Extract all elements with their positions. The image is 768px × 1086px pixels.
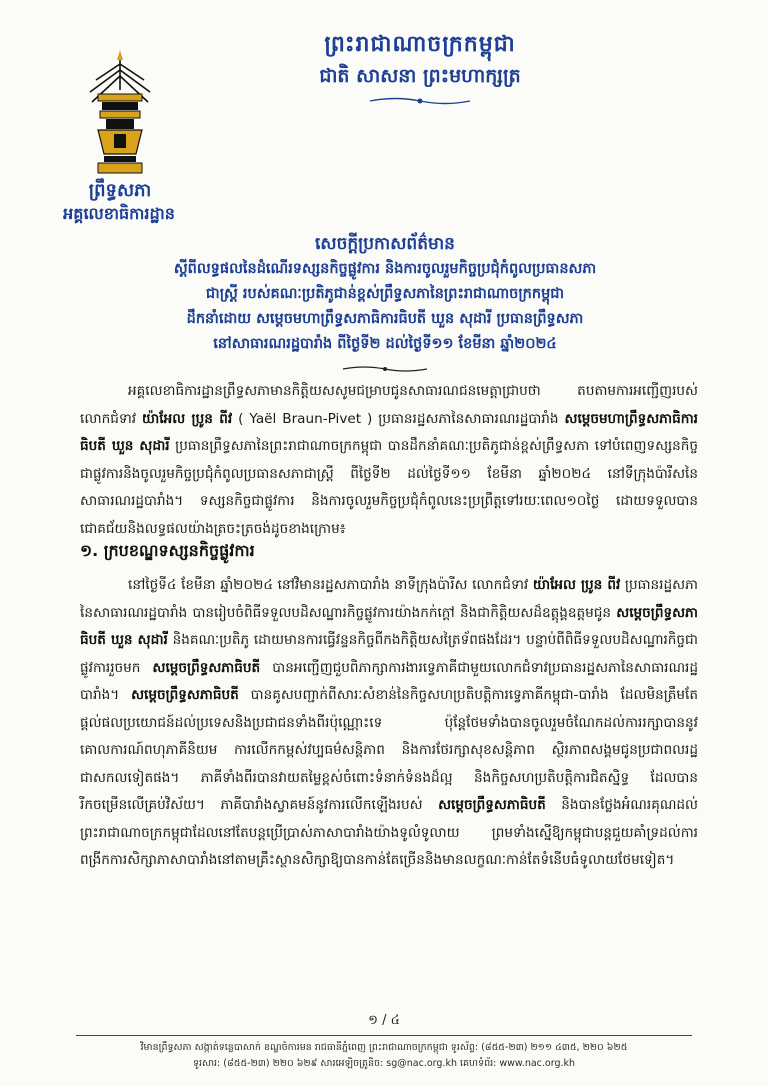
section-1-text-3: និងគណៈប្រតិភូ ដោយមានការធ្វើវន្ទនកិច្ចពីកងកិត្តិយសត្រៃទ័ពផងដែរ។ បន្ទាប់ពីពិធីទទួលបដិសណ្ឋារកិច្ចជាផ្លូវការរួចមក [80, 632, 698, 676]
kingdom-title: ព្រះរាជាណាចក្រកម្ពុជា [324, 32, 516, 57]
title-line-4: នៅសាធារណរដ្ឋបារាំង ពីថ្ងៃទី២ ដល់ថ្ងៃទី១១ ខែមីនា ឆ្នាំ២០២៤ [213, 336, 557, 352]
footer-divider [76, 1035, 692, 1036]
section-1-text-6: និងបានថ្លែងអំណរគុណដល់ព្រះរាជាណាចក្រកម្ពុជាដែលនៅតែបន្តប្រើប្រាស់ភាសាបារាំងយ៉ាងទូលំទូលាយ ព្រមទាំងស្នើឱ្យកម្ពុជាបន្តជួយគាំទ្រដល់ការពង្រីកការសិក្សាភាសាបារាំងនៅតាមគ្រឹះស្ថានសិក្សាឱ្យបានកាន់តែច្រើននិងមានលក្ខណៈកាន់តែទំនើបធំទូលាយថែមទៀត។ [80, 797, 698, 868]
intro-latin-name: ( Yaël Braun-Pivet ) [238, 410, 373, 427]
intro-text-1: អគ្គលេខាធិការដ្ឋានព្រឹទ្ធសភាមានកិត្តិយសសូមជម្រាបជូនសាធារណជនមេត្តាជ្រាបថា តបតាមការអញ្ជើញរបស់ លោកជំទាវ [80, 383, 698, 427]
footer-address: វិមានព្រឹទ្ធសភា សង្កាត់ទន្លេបាសាក់ ខណ្ឌចំការមន រាជធានីភ្នំពេញ ព្រះរាជាណាចក្រកម្ពុជា ទូរស័ព្ទ: (៨៥៥-២៣) ២១១ ៤៣៥, ២២០ ៦២៥ [140, 1042, 628, 1053]
section-1-text-2: ប្រធានរដ្ឋសភានៃសាធារណរដ្ឋបារាំង បានរៀបចំពិធីទទួលបដិសណ្ឋារកិច្ចផ្លូវការយ៉ាងកក់ក្តៅ និងជាកិត្តិយសដ៏ឧត្តុង្គឧត្តមជូន [80, 577, 698, 621]
section-1-text-5: បានគូសបញ្ជាក់ពីសារៈសំខាន់នៃកិច្ចសហប្រតិបត្តិការទ្វេភាគីកម្ពុជា-បារាំង ដែលមិនត្រឹមតែផ្តល់ផលប្រយោជន៍ដល់ប្រទេសនិងប្រជាជនទាំងពីរប៉ុណ្ណោះទេ ប៉ុន្តែថែមទាំងបានចូលរួមចំណែកដល់ការរក្សាបាននូវគោលការណ៍ពហុភាគីនិយម ការលើកកម្ពស់វប្បធម៌សន្តិភាព និងការថែរក្សាសុខសន្តិភាព ស្ថិរភាពសង្គមជូនប្រជាពលរដ្ឋជាសកលទៀតផង។ ភាគីទាំងពីរបានវាយតម្លៃខ្ពស់ចំពោះទំនាក់ទំនងដ៏ល្អ និងកិច្ចសហប្រតិបត្តិការជិតស្និទ្ធ ដែលបានរីកចម្រើនលើគ្រប់វិស័យ។ ភាគីបារាំងស្វាគមន៍នូវការលើកឡើងរបស់ [80, 687, 698, 813]
national-motto: ជាតិ សាសនា ព្រះមហាក្សត្រ [319, 65, 521, 87]
senate-emblem-icon [84, 50, 156, 180]
press-release-title [60, 232, 710, 357]
title-line-3: ដឹកនាំដោយ សម្តេចមហាព្រឹទ្ធសភាធិការធិបតី ឃួន សុដារី ប្រធានព្រឹទ្ធសភា [186, 311, 584, 327]
title-line-1: ស្តីពីលទ្ធផលនៃដំណើរទស្សនកិច្ចផ្លូវការ និងការចូលរួមកិច្ចប្រជុំកំពូលប្រធានសភា [173, 261, 597, 277]
title-main: សេចក្តីប្រកាសព័ត៌មាន [315, 234, 455, 254]
section-1-heading: ១. ក្របខណ្ឌទស្សនកិច្ចផ្លូវការ [80, 541, 255, 560]
footer-contact: ទូរសារ: (៨៥៥-២៣) ២២០ ៦២៩ សារអេឡិចត្រូនិច: sg@nac.org.kh គេហទំព័រ: www.nac.org.kh [192, 1058, 576, 1069]
section-1-paragraph [80, 572, 698, 875]
ornament-divider-icon [365, 96, 475, 106]
intro-text-3: ប្រធានព្រឹទ្ធសភានៃព្រះរាជាណាចក្រកម្ពុជា បានដឹកនាំគណៈប្រតិភូជាន់ខ្ពស់ព្រឹទ្ធសភា ទៅបំពេញទស្សនកិច្ចជាផ្លូវការនិងចូលរួមកិច្ចប្រជុំកំពូលប្រធានសភាជាស្ត្រី ពីថ្ងៃទី២ ដល់ថ្ងៃទី១១ ខែមីនា ឆ្នាំ២០២៤ នៅទីក្រុងប៉ារីសនៃសាធារណរដ្ឋបារាំង។ ទស្សនកិច្ចជាផ្លូវការ និងការចូលរួមកិច្ចប្រជុំកំពូលនេះប្រព្រឹត្តទៅរយៈពេល១០ថ្ងៃ ដោយទទួលបានជោគជ័យនិងលទ្ធផលយ៉ាងត្រចះត្រចង់ដូចខាងក្រោម៖ [80, 438, 699, 537]
section-1-name-samdech-2: សម្តេចព្រឹទ្ធសភាធិបតី [152, 659, 261, 676]
section-1-text-4: បានអញ្ជើញជួបពិភាក្សាការងារទ្វេភាគីជាមួយលោកជំទាវប្រធានរដ្ឋសភានៃសាធារណរដ្ឋបារាំង។ [80, 659, 698, 703]
title-line-2: ជាស្ត្រី របស់គណៈប្រតិភូជាន់ខ្ពស់ព្រឹទ្ធសភានៃព្រះរាជាណាចក្រកម្ពុជា [205, 286, 565, 302]
institution-name: ព្រឹទ្ធសភា [88, 180, 152, 201]
section-1-name-samdech-3: សម្តេចព្រឹទ្ធសភាធិបតី [131, 687, 239, 703]
intro-name-yael: យ៉ាអែល ប្រូន ពីវ [142, 410, 233, 427]
department-name: អគ្គលេខាធិការដ្ឋាន [63, 204, 175, 223]
section-1-name-yael: យ៉ាអែល ប្រូន ពីវ [532, 577, 621, 593]
section-1-name-samdech-4: សម្តេចព្រឹទ្ធសភាធិបតី [438, 797, 546, 813]
page-number: ១ / ៤ [368, 1013, 400, 1028]
intro-paragraph [80, 378, 698, 543]
intro-text-2: ប្រធានរដ្ឋសភានៃសាធារណរដ្ឋបារាំង [372, 410, 565, 427]
title-divider-icon [340, 364, 430, 374]
section-1-name-samdech: សម្តេចព្រឹទ្ធសភាធិបតី ឃួន សុដារី [80, 604, 698, 648]
section-1-text-1: នៅថ្ងៃទី៤ ខែមីនា ឆ្នាំ២០២៤ នៅវិមានរដ្ឋសភាបារាំង នាទីក្រុងប៉ារីស លោកជំទាវ [128, 577, 533, 593]
intro-name-samdech: សម្តេចមហាព្រឹទ្ធសភាធិការធិបតី ឃួន សុដារី [80, 410, 698, 454]
